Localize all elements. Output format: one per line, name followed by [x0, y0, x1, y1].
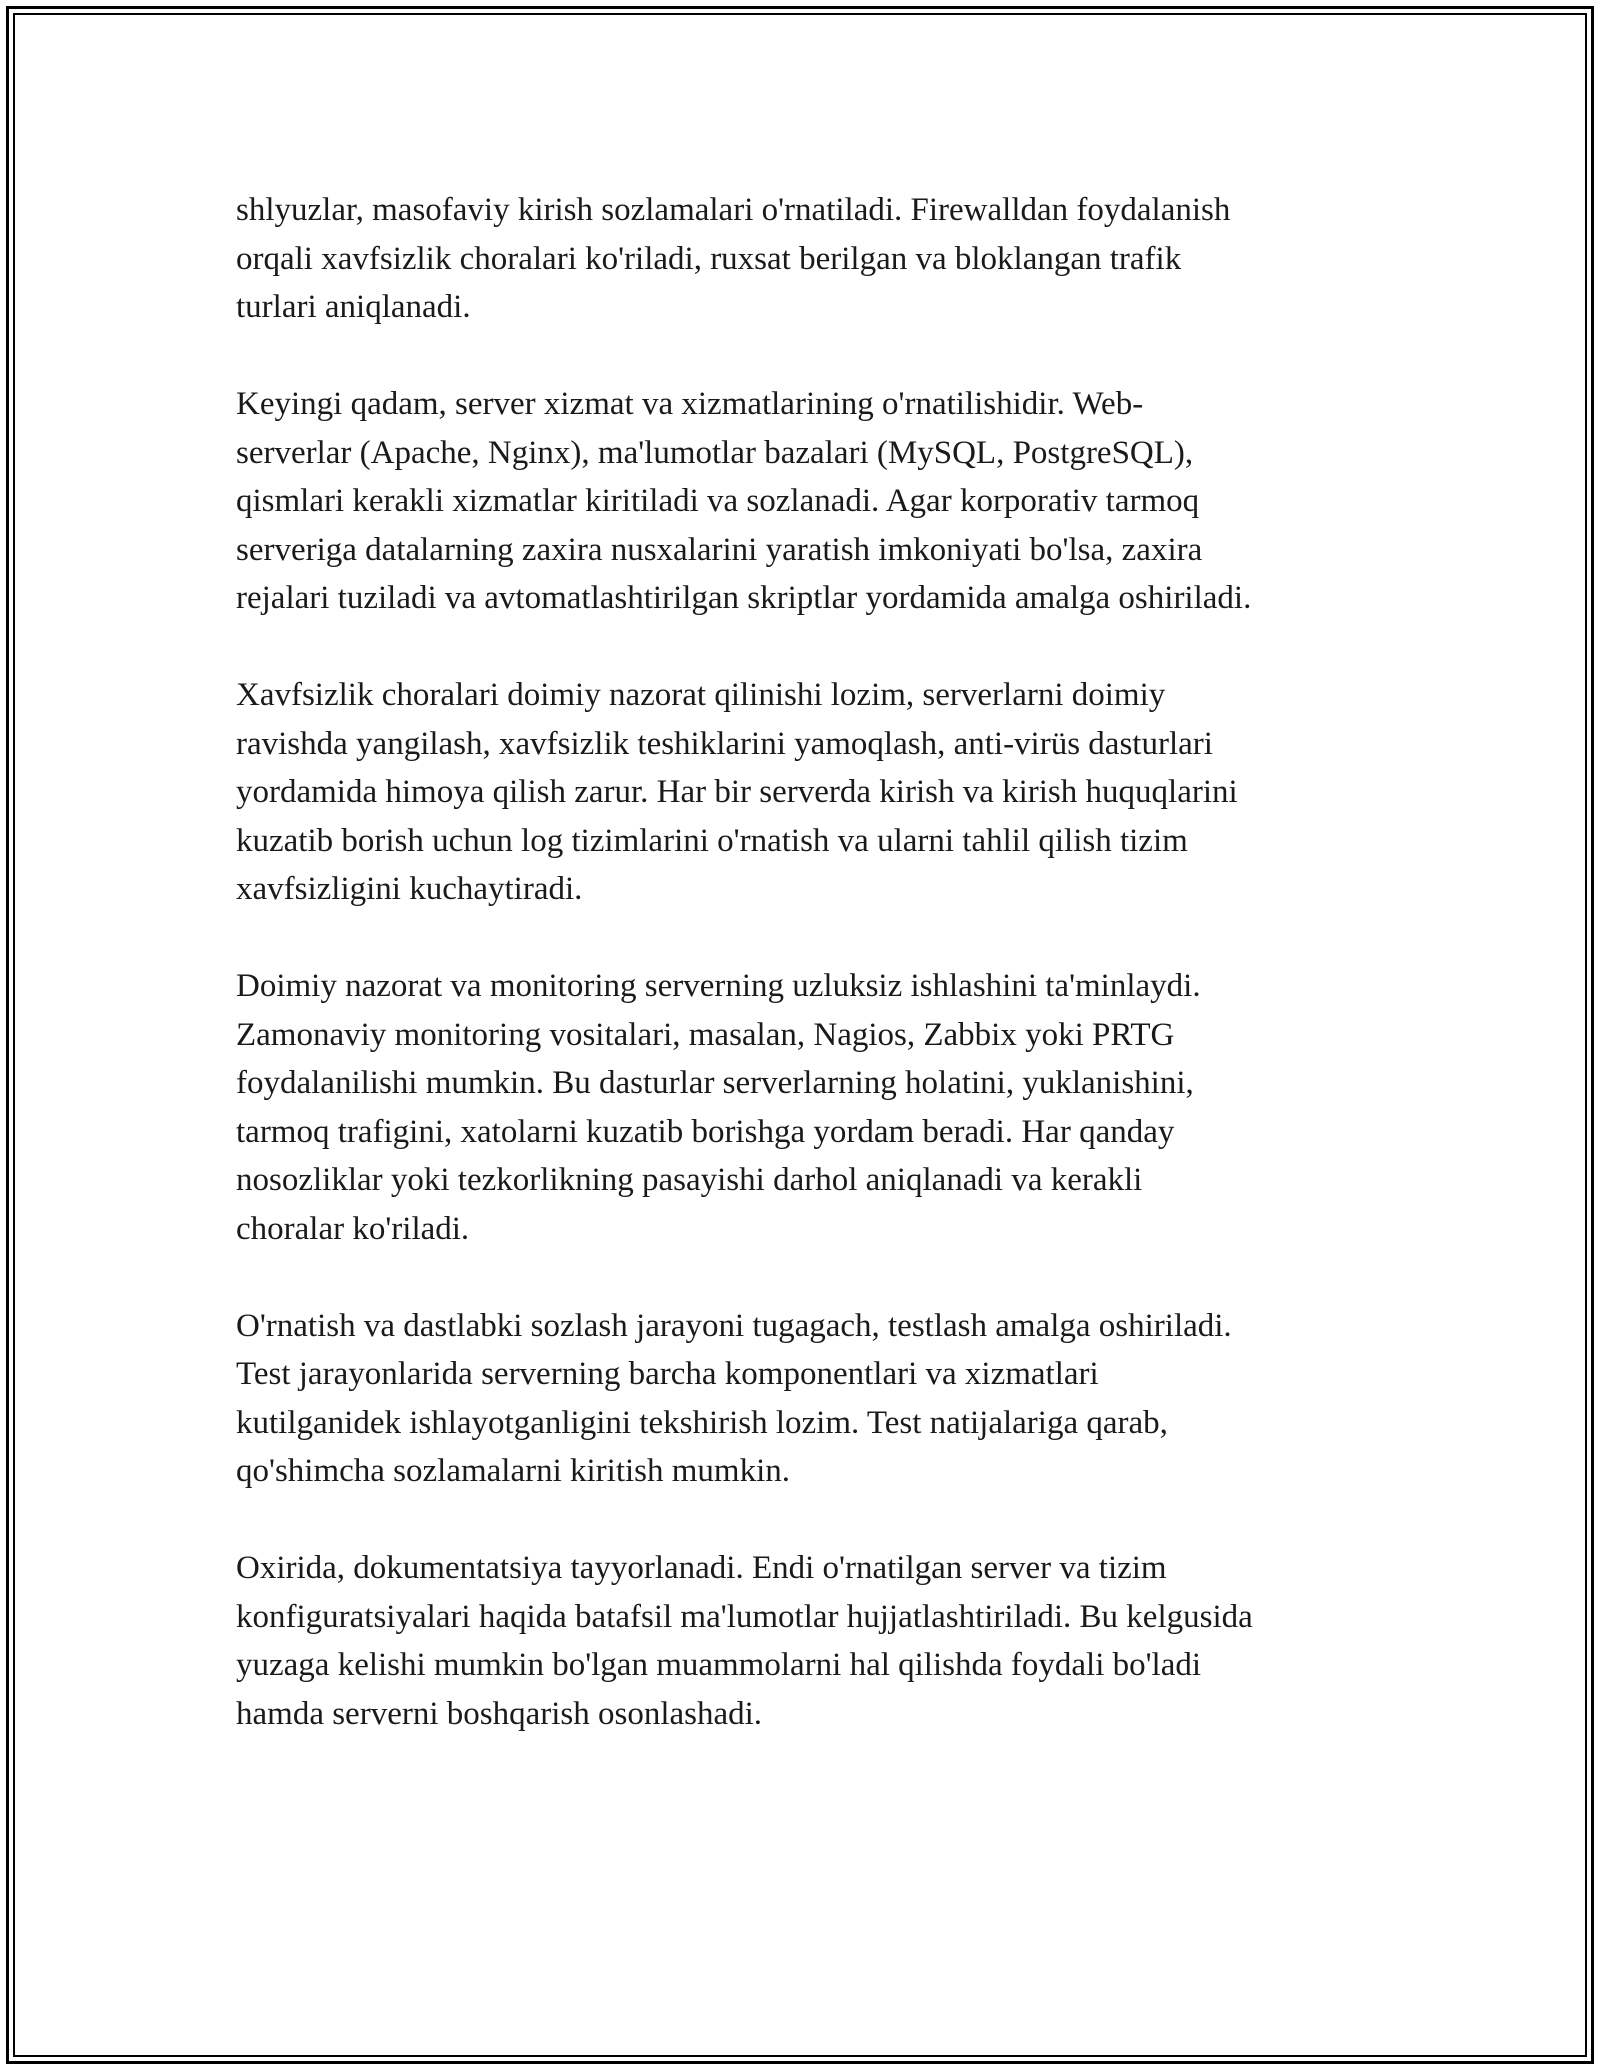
paragraph-1: shlyuzlar, masofaviy kirish sozlamalari o'rnatiladi. Firewalldan foydalanish orqali xavfsizlik choralari ko'riladi, ruxsat berilgan va bloklangan trafik turlari aniqlanadi. [236, 192, 1231, 325]
paragraph-4: Doimiy nazorat va monitoring serverning uzluksiz ishlashini ta'minlaydi. Zamonaviy monitoring vositalari, masalan, Nagios, Zabbix yoki PRTG foydalanilishi mumkin. Bu dasturlar serverlarning holatini, yuklanishini, tarmoq trafigini, xatolarni kuzatib borishga yordam beradi. Har qanday nosozliklar yoki tezkorlikning pasayishi darhol aniqlanadi va kerakli choralar ko'riladi. [236, 968, 1201, 1247]
paragraph-2: Keyingi qadam, server xizmat va xizmatlarining o'rnatilishidir. Web- serverlar (Apache, Nginx), ma'lumotlar bazalari (MySQL, PostgreSQL), qismlari kerakli xizmatlar kiritiladi va sozlanadi. Agar korporativ tarmoq serveriga datalarning zaxira nusxalarini yaratish imkoniyati bo'lsa, zaxira rejalari tuziladi va avtomatlashtirilgan skriptlar yordamida amalga oshiriladi. [236, 386, 1252, 616]
paragraph-3: Xavfsizlik choralari doimiy nazorat qilinishi lozim, serverlarni doimiy ravishda yangilash, xavfsizlik teshiklarini yamoqlash, anti-virüs dasturlari yordamida himoya qilish zarur. Har bir serverda kirish va kirish huquqlarini kuzatib borish uchun log tizimlarini o'rnatish va ularni tahlil qilish tizim xavfsizligini kuchaytiradi. [236, 677, 1238, 907]
document-body [236, 186, 1396, 1787]
paragraph-5: O'rnatish va dastlabki sozlash jarayoni tugagach, testlash amalga oshiriladi. Test jarayonlarida serverning barcha komponentlari va xizmatlari kutilganidek ishlayotganligini tekshirish lozim. Test natijalariga qarab, qo'shimcha sozlamalarni kiritish mumkin. [236, 1307, 1232, 1489]
paragraph-6: Oxirida, dokumentatsiya tayyorlanadi. Endi o'rnatilgan server va tizim konfiguratsiyalari haqida batafsil ma'lumotlar hujjatlashtiriladi. Bu kelgusida yuzaga kelishi mumkin bo'lgan muammolarni hal qilishda foydali bo'ladi hamda serverni boshqarish osonlashadi. [236, 1550, 1253, 1732]
